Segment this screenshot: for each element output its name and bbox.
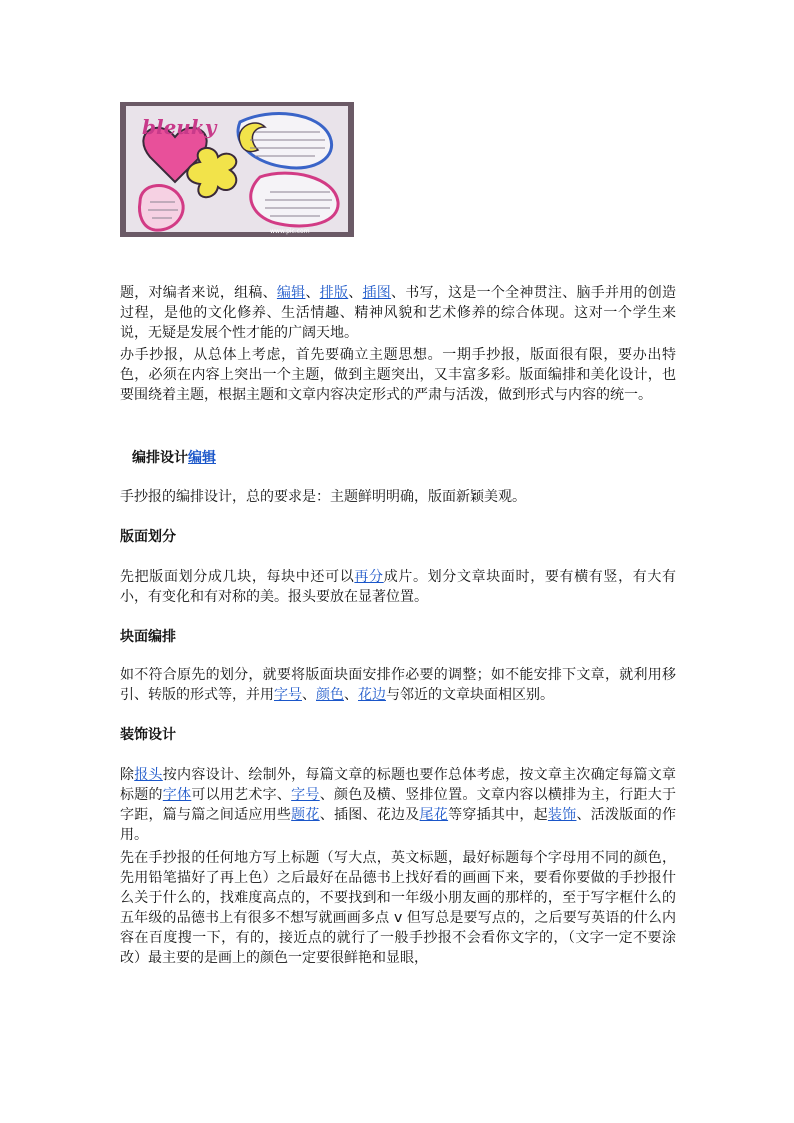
inline-link[interactable]: 字号	[274, 687, 302, 703]
newspaper-illustration	[120, 102, 354, 237]
section-decor-paragraph-2	[120, 848, 676, 968]
text-segment: 可以用艺术字、	[191, 787, 292, 803]
image-art-text: bleuky	[142, 115, 217, 139]
image-watermark: www.pic.com	[270, 228, 310, 235]
intro-paragraph-2	[120, 345, 676, 405]
text-segment: 、	[348, 285, 363, 301]
section-decor-paragraph-1	[120, 765, 676, 845]
section-layout-body	[120, 567, 676, 607]
text-segment: 、	[344, 687, 358, 703]
section-block-body	[120, 665, 676, 705]
text-segment: 、颜色及横、竖排位置。文章内容以横排为主，行距大于字距，篇与篇之间适应用些	[120, 787, 677, 823]
section-decor-heading: 装饰设计	[120, 727, 176, 743]
section-layout-heading: 版面划分	[120, 529, 176, 545]
text-segment: 手抄报的编排设计，总的要求是：主题鲜明明确，版面新颖美观。	[120, 489, 526, 505]
text-segment: 除	[120, 767, 135, 783]
text-segment: 按内容设计、绘制外，每篇文章的标题也要作总体考虑，按文章主次确定每篇文章标题的	[120, 767, 677, 803]
section-edit-title: 编排设计	[132, 450, 188, 466]
text-segment: 先在手抄报的任何地方写上标题（写大点，英文标题，最好标题每个字母用不同的颜色，先用铅笔描好了再上色）之后最好在品德书上找好看的画画下来，要看你要做的手抄报什么关于什么的，找难度高点的，不要找到和一年级小朋友画的那样的，至于写字框什么的五年级的品德书上有很多不想写就画画多点 v 但写总是要写点的，之后要写英语的什么内容在百度搜一下，有的，接近点的就行了一般手抄报不会看你文字的，（文字一定不要涂改）最主要的是画上的颜色一定要很鲜艳和显眼，	[120, 850, 676, 966]
inline-link[interactable]: 颜色	[316, 687, 344, 703]
inline-link[interactable]: 字号	[291, 787, 320, 803]
inline-link[interactable]: 装饰	[547, 807, 577, 823]
inline-link[interactable]: 编辑	[276, 285, 306, 301]
text-segment: 、活泼版面的作用。	[120, 807, 677, 843]
text-segment: 、书写，这是一个全神贯注、脑手并用的创造过程，是他的文化修养、生活情趣、精神风貌和艺术修养的综合体现。这对一个学生来说，无疑是发展个性才能的广阔天地。	[120, 285, 677, 341]
text-segment: 如不符合原先的划分，就要将版面块面安排作必要的调整；如不能安排下文章，就利用移引、转版的形式等，并用	[120, 667, 676, 703]
text-segment: 成片。划分文章块面时，要有横有竖，有大有小，有变化和有对称的美。报头要放在显著位置。	[120, 569, 677, 605]
inline-link[interactable]: 报头	[134, 767, 163, 783]
text-segment: 、	[305, 285, 320, 301]
handwritten-newspaper-image	[120, 102, 354, 237]
inline-link[interactable]: 题花	[291, 807, 320, 823]
inline-link[interactable]: 再分	[354, 569, 384, 585]
text-segment: 、插图、花边及	[319, 807, 420, 823]
inline-link[interactable]: 尾花	[419, 807, 449, 823]
inline-link[interactable]: 插图	[362, 285, 392, 301]
inline-link[interactable]: 排版	[319, 285, 349, 301]
text-segment: 、	[302, 687, 316, 703]
text-segment: 办手抄报，从总体上考虑，首先要确立主题思想。一期手抄报，版面很有限，要办出特色，必须在内容上突出一个主题，做到主题突出，又丰富多彩。版面编排和美化设计，也要围绕着主题，根据主题和文章内容决定形式的严肃与活泼，做到形式与内容的统一。	[120, 347, 676, 403]
section-edit-heading	[132, 448, 216, 468]
text-segment: 先把版面划分成几块，每块中还可以	[120, 569, 355, 585]
text-segment: 等穿插其中，起	[448, 807, 548, 823]
inline-link[interactable]: 字体	[162, 787, 192, 803]
intro-paragraph-1	[120, 283, 676, 343]
section-block-heading: 块面编排	[120, 629, 176, 645]
section-edit-body	[120, 487, 676, 507]
text-segment: 题，对编者来说，组稿、	[120, 285, 277, 301]
inline-link[interactable]: 花边	[358, 687, 386, 703]
text-segment: 与邻近的文章块面相区别。	[386, 687, 554, 703]
section-edit-link[interactable]: 编辑	[188, 450, 216, 466]
